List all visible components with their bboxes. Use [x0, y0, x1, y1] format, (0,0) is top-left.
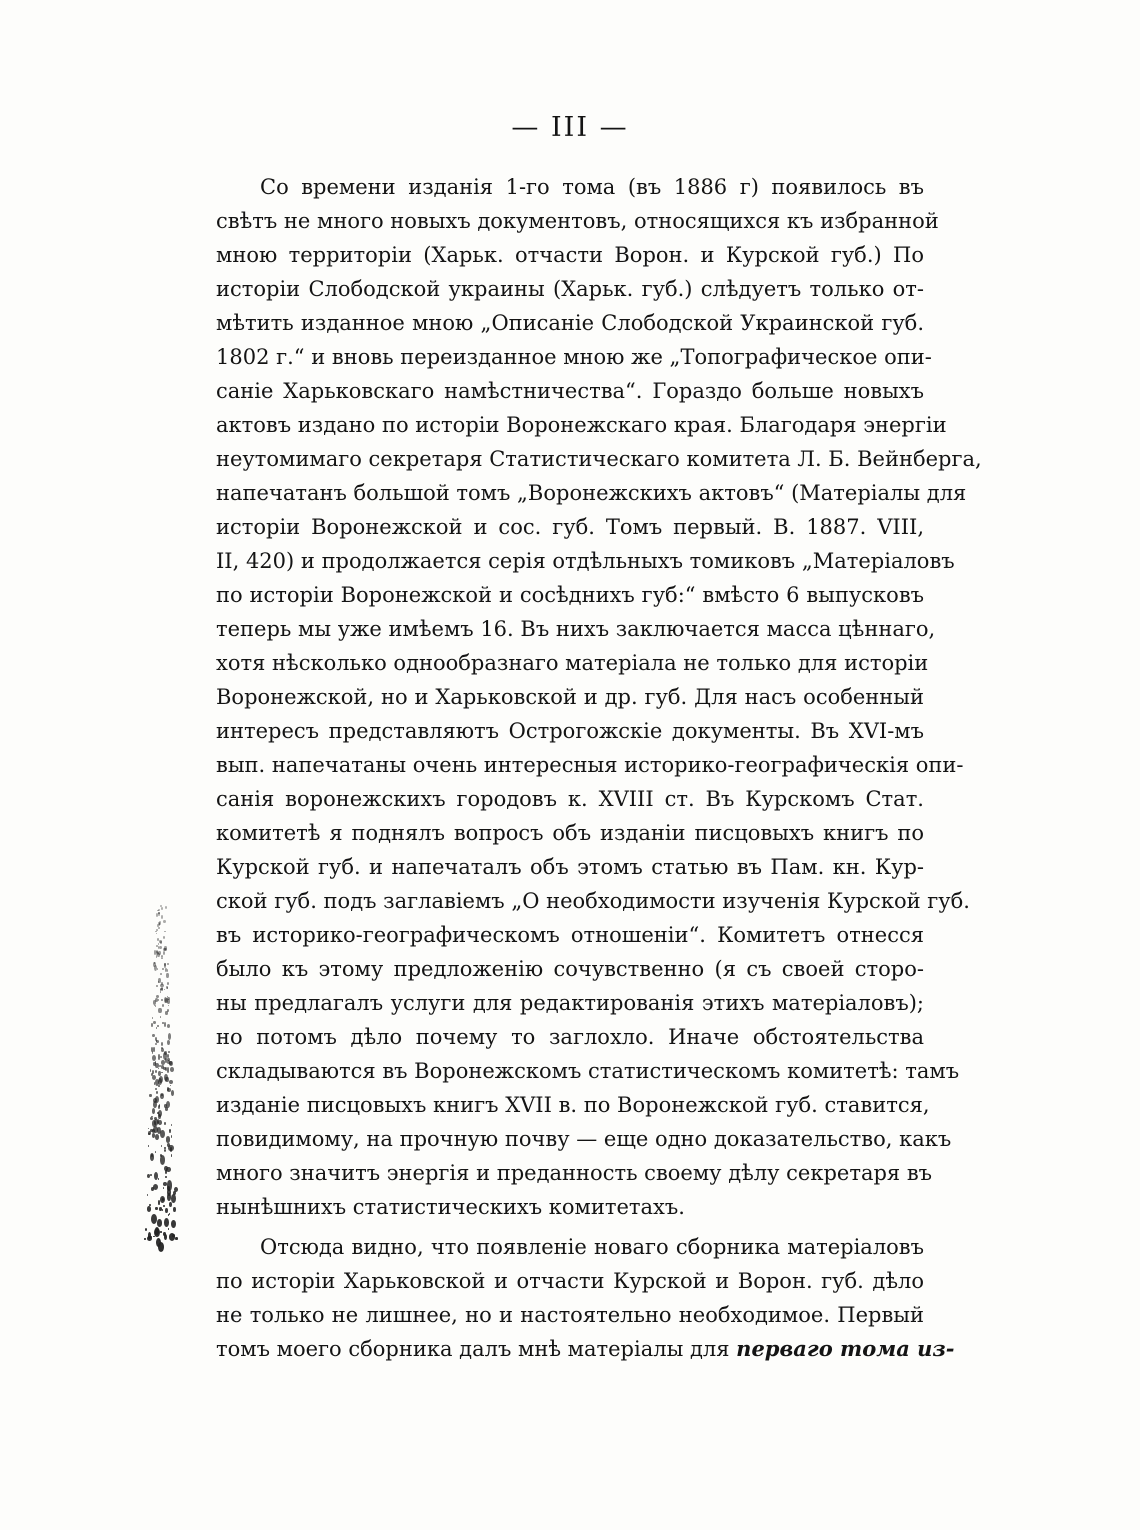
scan-speck	[153, 1236, 155, 1238]
scan-speck	[167, 987, 169, 990]
scan-speck	[163, 951, 165, 955]
text-line: напечатанъ большой томъ „Воронежскихъ актовъ“ (Матеріалы для	[216, 481, 967, 505]
text-line: хотя нѣсколько однообразнаго матеріала не только для исторіи	[216, 651, 929, 675]
paragraph-1	[216, 170, 982, 1224]
scan-noise-strip	[142, 905, 178, 1245]
scan-speck	[158, 951, 161, 954]
scan-speck	[164, 1149, 166, 1152]
scan-speck	[160, 1016, 161, 1018]
scan-speck	[152, 1108, 156, 1114]
text-line: много значитъ энергія и преданность своему дѣлу секретаря въ	[216, 1161, 933, 1185]
scan-speck	[167, 1058, 169, 1061]
scan-speck	[151, 1214, 157, 1224]
scan-speck	[168, 1033, 171, 1039]
text-line: ской губ. подъ заглавіемъ „О необходимости изученія Курской губ.	[216, 889, 970, 913]
scan-speck	[159, 1239, 160, 1241]
scan-speck	[165, 1011, 167, 1014]
text-line: санія воронежскихъ городовъ к. XVIII ст. Въ Курскомъ Стат.	[216, 787, 924, 811]
scan-speck	[169, 1061, 172, 1064]
scan-speck	[157, 938, 160, 941]
scan-speck	[161, 1072, 162, 1074]
scan-speck	[157, 1219, 162, 1227]
scan-speck	[154, 1119, 158, 1126]
scan-speck	[156, 985, 158, 987]
scan-speck	[171, 1135, 173, 1138]
scan-speck	[164, 1218, 169, 1227]
scan-speck	[167, 963, 169, 965]
scan-speck	[171, 1124, 172, 1126]
scan-speck	[155, 1070, 157, 1074]
scan-speck	[147, 1194, 148, 1196]
scan-speck	[161, 999, 162, 1001]
scan-speck	[169, 1129, 171, 1131]
scan-speck	[156, 1027, 158, 1029]
scan-speck	[160, 973, 162, 975]
scan-speck	[163, 1187, 164, 1189]
scan-speck	[165, 1107, 168, 1111]
scan-speck	[166, 1136, 171, 1143]
scan-speck	[169, 1080, 173, 1084]
scan-speck	[148, 1145, 150, 1147]
scan-speck	[158, 927, 159, 929]
scan-speck	[173, 1207, 176, 1213]
scan-speck	[168, 1005, 169, 1006]
text-line: неутомимаго секретаря Статистическаго комитета Л. Б. Вейнберга,	[216, 447, 982, 471]
body-text	[216, 170, 982, 1366]
text-line: 1802 г.“ и вновь переизданное мною же „Топографическое опи-	[216, 345, 932, 369]
scan-speck	[161, 915, 163, 919]
scan-speck	[153, 1021, 156, 1024]
scan-speck	[171, 1220, 176, 1228]
text-line: исторіи Воронежской и сос. губ. Томъ первый. В. 1887. VIII,	[216, 515, 924, 539]
text-line: повидимому, на прочную почву — еще одно доказательство, какъ	[216, 1127, 952, 1151]
scan-speck	[161, 1042, 163, 1046]
scan-speck	[160, 984, 163, 987]
text-line-emphasis: перваго тома из-	[736, 1336, 955, 1361]
scan-speck	[159, 1207, 162, 1210]
scan-speck	[152, 1017, 153, 1019]
text-line: теперь мы уже имѣемъ 16. Въ нихъ заключается масса цѣннаго,	[216, 617, 936, 641]
text-line: складываются въ Воронежскомъ статистическомъ комитетѣ: тамъ	[216, 1059, 960, 1083]
text-line: Воронежской, но и Харьковской и др. губ. Для насъ особенный	[216, 685, 924, 709]
scan-speck	[156, 1040, 159, 1043]
scan-speck	[158, 1114, 161, 1119]
scan-speck	[168, 1228, 170, 1230]
scan-speck	[164, 1166, 167, 1171]
text-line: изданіе писцовыхъ книгъ XVII в. по Воронежской губ. ставится,	[216, 1093, 930, 1117]
scan-speck	[158, 1054, 161, 1059]
scan-speck	[169, 1213, 170, 1215]
scan-speck	[158, 912, 159, 914]
scan-speck	[158, 1120, 162, 1125]
scan-speck	[160, 1093, 164, 1098]
scan-speck	[155, 1151, 156, 1153]
scan-speck	[158, 913, 160, 916]
scan-speck	[158, 1071, 161, 1076]
scan-speck	[160, 1231, 161, 1233]
scan-speck	[164, 946, 167, 951]
scan-speck	[158, 1178, 159, 1180]
text-line: Отсюда видно, что появленіе новаго сборника матеріаловъ	[260, 1235, 924, 1259]
scan-speck	[164, 1122, 166, 1125]
scan-speck	[161, 1047, 163, 1049]
scan-speck	[157, 968, 158, 970]
scan-speck	[161, 1145, 162, 1148]
scan-speck	[170, 1067, 174, 1072]
scan-speck	[171, 1154, 172, 1156]
scan-speck	[161, 1060, 165, 1064]
scan-speck	[164, 1051, 167, 1055]
scan-speck	[163, 1205, 165, 1208]
scan-speck	[149, 1094, 151, 1097]
text-line: въ историко-географическомъ отношеніи“. Комитетъ отнесся	[216, 923, 924, 947]
scan-speck	[160, 991, 161, 993]
text-line: ны предлагалъ услуги для редактированія этихъ матеріаловъ);	[216, 991, 924, 1015]
text-line: Курской губ. и напечаталъ объ этомъ статью въ Пам. кн. Кур-	[216, 855, 924, 879]
scan-speck	[167, 1024, 170, 1028]
scan-speck	[165, 1208, 168, 1213]
scan-speck	[161, 987, 164, 991]
scan-speck	[150, 1153, 154, 1161]
scan-speck	[148, 1131, 151, 1135]
scan-speck	[171, 1194, 176, 1203]
scan-speck	[165, 968, 167, 971]
scan-speck	[145, 1228, 148, 1232]
page-number: — III —	[511, 112, 629, 143]
scan-speck	[152, 1116, 153, 1117]
scan-speck	[148, 1128, 149, 1129]
text-line: вып. напечатаны очень интересныя историко-географическія опи-	[216, 753, 964, 777]
scan-speck	[155, 1088, 157, 1091]
scan-speck	[161, 958, 162, 959]
scan-speck	[159, 1104, 160, 1107]
scan-speck	[167, 1143, 170, 1148]
scan-speck	[155, 1207, 157, 1210]
scan-speck	[161, 907, 163, 911]
scan-speck	[160, 1155, 165, 1165]
scan-speck	[158, 909, 160, 911]
scan-speck	[159, 946, 162, 949]
text-line: II, 420) и продолжается серія отдѣльныхъ томиковъ „Матеріаловъ	[216, 549, 955, 573]
scan-speck	[156, 933, 157, 935]
scan-speck	[157, 929, 158, 931]
scan-speck	[172, 1234, 174, 1237]
scan-speck	[161, 1056, 162, 1058]
scan-speck	[155, 998, 158, 1002]
scan-speck	[171, 1090, 174, 1096]
scan-speck	[163, 920, 166, 923]
scan-speck	[164, 963, 167, 967]
scan-speck	[158, 1242, 164, 1252]
text-line: свѣтъ не много новыхъ документовъ, относящихся къ избранной	[216, 209, 939, 233]
scan-speck	[164, 1234, 168, 1240]
scan-speck	[156, 945, 158, 947]
text-line: интересъ представляютъ Острогожскіе документы. Въ XVI-мъ	[216, 719, 924, 743]
scan-speck	[167, 1040, 170, 1046]
scan-speck	[160, 1196, 165, 1203]
scan-speck	[166, 973, 168, 977]
scan-speck	[151, 1023, 153, 1026]
scan-speck	[164, 1147, 165, 1149]
scan-speck	[158, 1068, 159, 1070]
scan-speck	[150, 1174, 152, 1176]
scan-speck	[165, 998, 168, 1003]
scan-speck	[162, 968, 164, 971]
scan-speck	[165, 906, 167, 908]
scan-speck	[175, 1237, 177, 1240]
scan-speck	[158, 943, 159, 945]
text-line: но потомъ дѣло почему то заглохло. Иначе обстоятельства	[216, 1025, 924, 1049]
scan-speck	[163, 936, 165, 939]
scan-speck	[153, 1047, 156, 1052]
text-line: по исторіи Воронежской и сосѣднихъ губ:“ вмѣсто 6 выпусковъ	[216, 583, 924, 607]
scan-speck	[164, 931, 165, 932]
text-line: исторіи Слободской украины (Харьк. губ.) слѣдуетъ только от-	[216, 277, 924, 301]
text-line: не только не лишнее, но и настоятельно необходимое. Первый	[216, 1303, 924, 1327]
text-line: актовъ издано по исторіи Воронежскаго края. Благодаря энергіи	[216, 413, 947, 437]
text-line-final	[216, 1332, 955, 1366]
scan-speck	[164, 989, 165, 990]
text-line: саніе Харьковскаго намѣстничества“. Гораздо больше новыхъ	[216, 379, 924, 403]
scan-speck	[165, 1176, 166, 1179]
scan-speck	[144, 1238, 146, 1240]
scan-speck	[159, 940, 161, 943]
scan-speck	[155, 1134, 159, 1140]
text-line-plain: томъ моего сборника далъ мнѣ матеріалы для	[216, 1337, 737, 1361]
text-line: Со времени изданія 1-го тома (въ 1886 г) появилось въ	[260, 175, 924, 199]
scan-speck	[158, 1008, 161, 1014]
scan-speck	[162, 1209, 163, 1211]
scan-speck	[157, 1025, 158, 1027]
text-line: было къ этому предложенію сочувственно (я съ своей сторо-	[216, 957, 924, 981]
scan-speck	[153, 1101, 157, 1108]
text-line: нынѣшнихъ статистическихъ комитетахъ.	[216, 1195, 685, 1219]
scan-speck	[155, 1005, 156, 1007]
scan-speck	[167, 1180, 172, 1190]
scan-speck	[162, 1004, 164, 1008]
scan-speck	[168, 1051, 170, 1053]
text-line: мною территоріи (Харьк. отчасти Ворон. и Курской губ.) По	[216, 243, 924, 267]
scan-speck	[154, 1172, 158, 1180]
scan-speck	[147, 1206, 151, 1211]
scan-speck	[170, 1085, 171, 1087]
scan-speck	[156, 1091, 158, 1094]
text-line: по исторіи Харьковской и отчасти Курской и Ворон. губ. дѣло	[216, 1269, 924, 1293]
paragraph-2	[216, 1230, 955, 1366]
scan-speck	[167, 982, 169, 985]
scan-speck	[153, 1184, 158, 1190]
scan-speck	[164, 1022, 167, 1027]
scan-speck	[147, 1174, 150, 1178]
text-line: комитетѣ я поднялъ вопросъ объ изданіи писцовыхъ книгъ по	[216, 821, 924, 845]
text-line: мѣтить изданное мною „Описаніе Слободской Украинской губ.	[216, 311, 924, 335]
